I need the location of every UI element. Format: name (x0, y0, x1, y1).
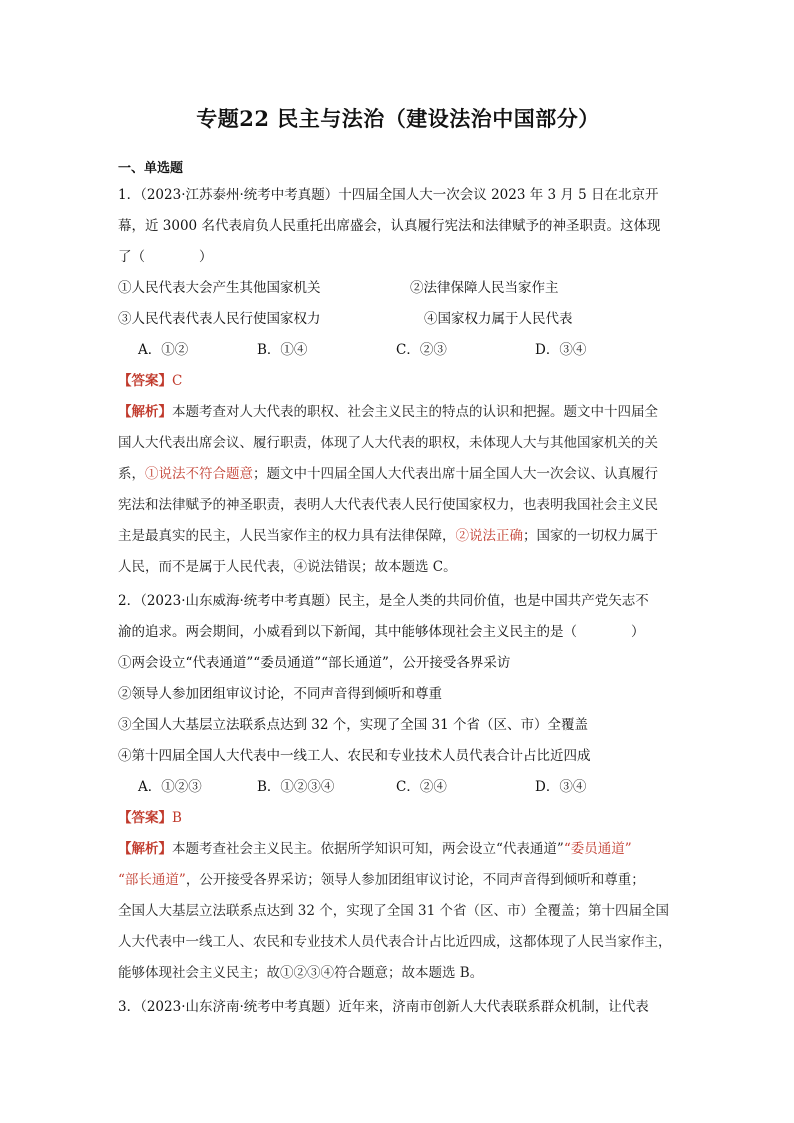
answer-value: C (172, 373, 183, 389)
option-b: B．①②③④ (257, 779, 335, 795)
option-c: C．②④ (396, 779, 447, 795)
question-2-analysis-line-3: 全国人大基层立法联系点达到 32 个，实现了全国 31 个省（区、市）全覆盖；第十四届全国 (118, 903, 670, 919)
question-2-analysis-line-1: 【解析】本题考查社会主义民主。依据所学知识可知，两会设立“代表通道”“委员通道” (118, 841, 632, 857)
question-1-analysis-line-6: 人民，而不是属于人民代表，④说法错误；故本题选 C。 (118, 559, 457, 575)
question-2-answer (118, 803, 678, 834)
question-2-statement-2: ②领导人参加团组审议讨论，不同声音得到倾听和尊重 (118, 686, 442, 702)
question-2-line-2: 渝的追求。两会期间，小威看到以下新闻，其中能够体现社会主义民主的是（ ） (118, 624, 645, 640)
answer-value: B (172, 810, 182, 826)
question-2-options (118, 772, 678, 803)
section-heading: 一、单选题 (118, 161, 184, 176)
question-2-statement-1: ①两会设立“代表通道”“委员通道”“部长通道”，公开接受各界采访 (118, 655, 511, 671)
question-1-analysis-line-3: 系，①说法不符合题意；题文中十四届全国人大代表出席十届全国人大一次会议、认真履行 (118, 466, 658, 482)
question-2-statement-3: ③全国人大基层立法联系点达到 32 个，实现了全国 31 个省（区、市）全覆盖 (118, 717, 589, 733)
statement-1: ①人民代表大会产生其他国家机关 (118, 280, 321, 296)
question-1-statements-row-1 (118, 273, 678, 304)
option-c: C．②③ (396, 342, 447, 358)
option-a: A．①② (138, 342, 189, 358)
question-2-analysis-line-2: “部长通道”，公开接受各界采访；领导人参加团组审议讨论，不同声音得到倾听和尊重； (118, 872, 645, 888)
analysis-label: 【解析】 (118, 404, 172, 420)
highlight-incorrect: ①说法不符合题意 (145, 466, 253, 482)
option-d: D．③④ (535, 342, 587, 358)
analysis-label: 【解析】 (118, 841, 172, 857)
statement-3: ③人民代表代表人民行使国家权力 (118, 311, 321, 327)
question-1-analysis-line-1: 【解析】本题考查对人大代表的职权、社会主义民主的特点的认识和把握。题文中十四届全 (118, 404, 658, 420)
question-2-analysis-line-4: 人大代表中一线工人、农民和专业技术人员代表合计占比近四成，这都体现了人民当家作主， (118, 934, 672, 950)
option-b: B．①④ (257, 342, 308, 358)
question-3-line-1: 3．（2023·山东济南·统考中考真题）近年来，济南市创新人大代表联系群众机制，让代表 (118, 999, 649, 1015)
question-1-analysis-line-4: 宪法和法律赋予的神圣职责，表明人大代表代表人民行使国家权力，也表明我国社会主义民 (118, 497, 658, 513)
question-1-answer (118, 366, 678, 397)
answer-label: 【答案】 (118, 373, 172, 389)
question-1-line-2: 幕，近 3000 名代表肩负人民重托出席盛会，认真履行宪法和法律赋予的神圣职责。这体现 (118, 218, 661, 234)
statement-2: ②法律保障人民当家作主 (410, 280, 559, 296)
page-title: 专题22 民主与法治（建设法治中国部分） (196, 106, 600, 131)
question-1-analysis-line-5: 主是最真实的民主，人民当家作主的权力具有法律保障，②说法正确；国家的一切权力属于 (118, 528, 658, 544)
highlight-correct: ②说法正确 (455, 528, 523, 544)
question-1-analysis-line-2: 国人大代表出席会议、履行职责，体现了人大代表的职权，未体现人大与其他国家机关的关 (118, 435, 658, 451)
statement-4: ④国家权力属于人民代表 (424, 311, 573, 327)
question-1-options (118, 335, 678, 366)
answer-label: 【答案】 (118, 810, 172, 826)
question-1-line-1: 1．（2023·江苏泰州·统考中考真题）十四届全国人大一次会议 2023 年 3 月 5 日在北京开 (118, 187, 659, 203)
question-1-statements-row-2 (118, 304, 678, 335)
question-1-line-3: 了（ ） (118, 249, 213, 265)
option-a: A．①②③ (138, 779, 202, 795)
question-2-line-1: 2．（2023·山东威海·统考中考真题）民主，是全人类的共同价值，也是中国共产党矢志不 (118, 593, 649, 609)
question-2-analysis-line-5: 能够体现社会主义民主；故①②③④符合题意；故本题选 B。 (118, 965, 484, 981)
question-2-statement-4: ④第十四届全国人大代表中一线工人、农民和专业技术人员代表合计占比近四成 (118, 748, 591, 764)
option-d: D．③④ (535, 779, 587, 795)
